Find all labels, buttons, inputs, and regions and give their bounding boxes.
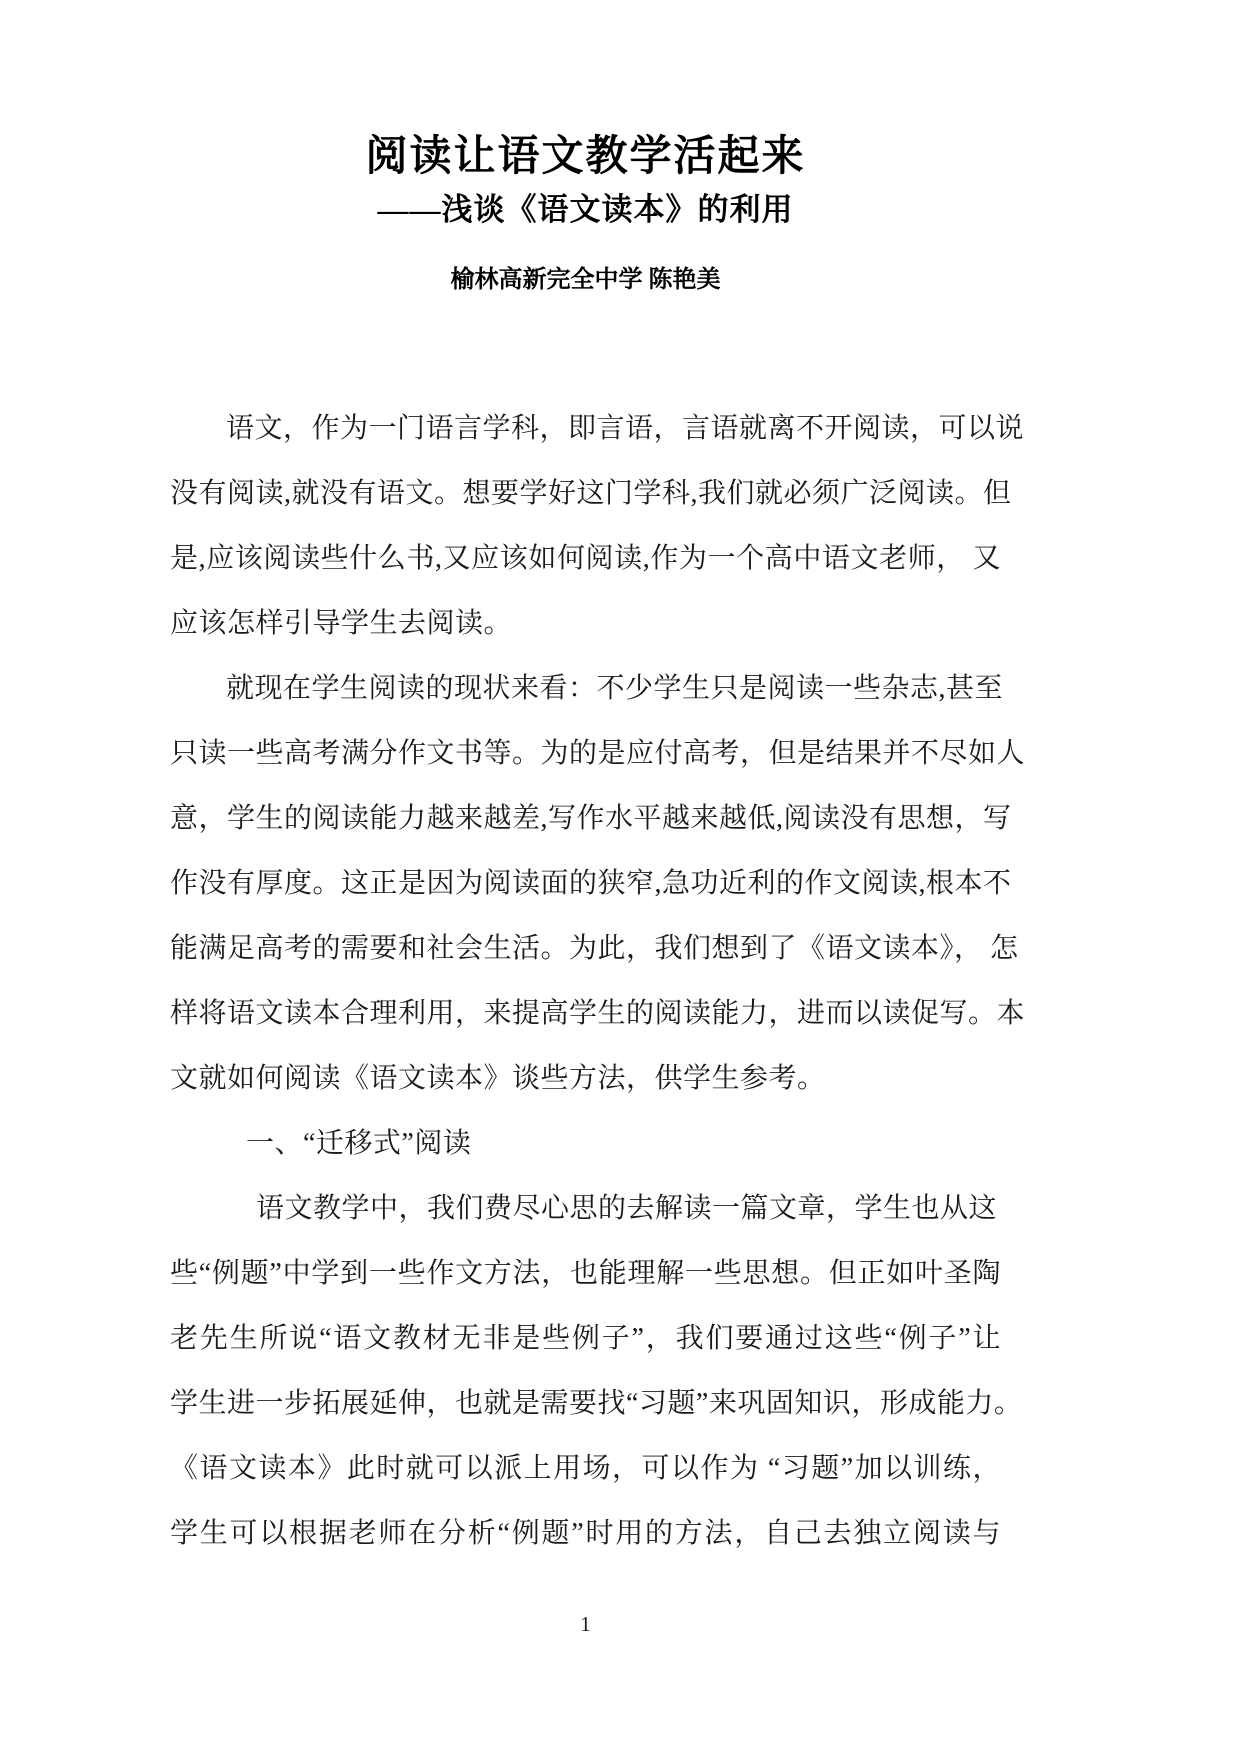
page-number: 1 <box>580 1612 591 1636</box>
body-line: 老先生所说“语文教材无非是些例子”，我们要通过这些“例子”让 <box>170 1323 1001 1354</box>
body-line: 语文，作为一门语言学科，即言语，言语就离不开阅读，可以说 <box>226 413 1025 444</box>
paragraph-3 <box>170 1176 1023 1566</box>
body-line: 意，学生的阅读能力越来越差,写作水平越来越低,阅读没有思想，写 <box>170 803 1012 834</box>
body-line: 文就如何阅读《语文读本》谈些方法，供学生参考。 <box>170 1063 826 1094</box>
body-line: 学生可以根据老师在分析“例题”时用的方法，自己去独立阅读与 <box>170 1518 1001 1549</box>
body-line: 语文教学中，我们费尽心思的去解读一篇文章，学生也从这 <box>256 1193 998 1224</box>
body-line: 是,应该阅读些什么书,又应该如何阅读,作为一个高中语文老师， 又 <box>170 543 1001 574</box>
body-line: 《语文读本》此时就可以派上用场，可以作为 “习题”加以训练， <box>170 1453 1001 1484</box>
section-heading-1: 一、“迁移式”阅读 <box>246 1128 472 1159</box>
body-line: 只读一些高考满分作文书等。为的是应付高考，但是结果并不尽如人 <box>170 738 1026 769</box>
document-subtitle: ——浅谈《语文读本》的利用 <box>377 192 794 227</box>
body-line: 能满足高考的需要和社会生活。为此，我们想到了《语文读本》， 怎 <box>170 933 1019 964</box>
body-line: 应该怎样引导学生去阅读。 <box>170 608 513 639</box>
document-title: 阅读让语文教学活起来 <box>365 134 806 180</box>
paragraph-2 <box>170 656 1026 1111</box>
body-line: 些“例题”中学到一些作文方法，也能理解一些思想。但正如叶圣陶 <box>170 1258 1001 1289</box>
body-line: 样将语文读本合理利用，来提高学生的阅读能力，进而以读促写。本 <box>170 998 1026 1029</box>
author-line: 榆林高新完全中学 陈艳美 <box>450 267 721 293</box>
document-body <box>170 396 1026 1566</box>
body-line: 作没有厚度。这正是因为阅读面的狭窄,急功近利的作文阅读,根本不 <box>170 868 1012 899</box>
body-line: 就现在学生阅读的现状来看：不少学生只是阅读一些杂志,甚至 <box>226 673 1004 704</box>
paragraph-1 <box>170 396 1025 656</box>
body-line: 没有阅读,就没有语文。想要学好这门学科,我们就必须广泛阅读。但 <box>170 478 1012 509</box>
body-line: 学生进一步拓展延伸，也就是需要找“习题”来巩固知识，形成能力。 <box>170 1388 1023 1419</box>
